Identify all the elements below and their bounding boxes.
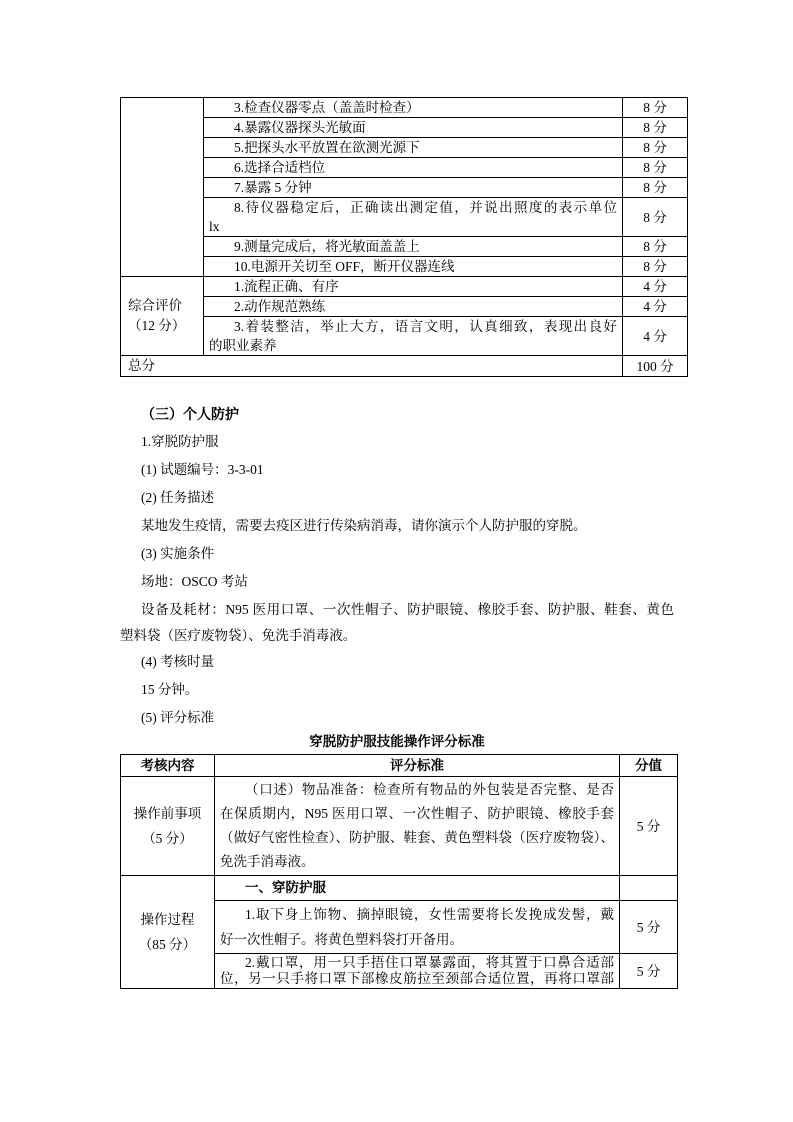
paragraph-line: (3) 实施条件 [141, 546, 215, 561]
score-cell: 8 分 [623, 237, 688, 257]
scoring-table-continued [120, 97, 688, 377]
criteria-cell [204, 317, 623, 356]
table-row [121, 297, 688, 317]
score-cell: 4 分 [623, 297, 688, 317]
criteria-text: 9.测量完成后，将光敏面盖盖上 [234, 239, 420, 254]
criteria-cell [204, 277, 623, 297]
section-heading: （三）个人防护 [141, 406, 239, 422]
empty-category-cell [121, 98, 204, 277]
criteria-text-continuation: 好一次性帽子。将黄色塑料袋打开备用。 [220, 932, 463, 947]
criteria-text-continuation: lx [209, 219, 220, 234]
table-row [121, 158, 688, 178]
criteria-text: 5.把探头水平放置在欲测光源下 [234, 140, 420, 155]
criteria-text-continuation: 位，另一只手将口罩下部橡皮筋拉至颈部合适位置，再将口罩部 [220, 971, 614, 986]
score-cell: 4 分 [623, 317, 688, 356]
paragraph-line: (4) 考核时量 [141, 654, 215, 669]
criteria-text: 7.暴露 5 分钟 [234, 180, 312, 195]
total-score-cell: 100 分 [623, 356, 688, 377]
criteria-cell [204, 178, 623, 198]
paragraph-line: (5) 评分标准 [141, 710, 215, 725]
score-cell: 4 分 [623, 277, 688, 297]
column-header: 考核内容 [121, 755, 215, 777]
table-row [121, 237, 688, 257]
criteria-cell [204, 198, 623, 237]
criteria-cell [204, 297, 623, 317]
criteria-cell [204, 98, 623, 118]
paragraph-line: 场地：OSCO 考站 [141, 574, 248, 589]
criteria-text: 6.选择合适档位 [234, 160, 326, 175]
score-cell: 5 分 [620, 777, 678, 876]
group-label-line: （12 分） [128, 318, 186, 333]
header-row [121, 755, 678, 777]
table-row [121, 317, 688, 356]
criteria-cell [204, 237, 623, 257]
personal-protection-section [120, 400, 674, 732]
criteria-text-continuation: 免洗手消毒液。 [220, 854, 315, 869]
table-row [121, 138, 688, 158]
table-row [121, 356, 688, 377]
group-label-line: （5 分） [142, 831, 193, 846]
total-label: 总分 [128, 358, 155, 373]
criteria-text: 3.着装整洁，举止大方，语言文明，认真细致，表现出良好 [234, 319, 617, 334]
table-row [121, 277, 688, 297]
paragraph-line: (2) 任务描述 [141, 490, 215, 505]
score-cell: 5 分 [620, 954, 678, 989]
criteria-cell [204, 138, 623, 158]
column-header: 分值 [620, 755, 678, 777]
criteria-text-continuation: 在保质期内，N95 医用口罩、一次性帽子、防护眼镜、橡胶手套 [220, 806, 614, 821]
group-label-line: 操作过程 [140, 912, 195, 927]
paragraph-line: 1.穿脱防护服 [141, 434, 219, 449]
criteria-cell [204, 118, 623, 138]
criteria-cell [215, 777, 620, 876]
page-content [120, 97, 674, 989]
criteria-text-continuation: （做好气密性检查）、防护服、鞋套、黄色塑料袋（医疗废物袋）、 [220, 830, 614, 845]
group-label-line: （85 分） [138, 937, 197, 952]
table-row [121, 98, 688, 118]
group-label-line: 操作前事项 [133, 806, 202, 821]
criteria-cell [204, 158, 623, 178]
criteria-text: 1.流程正确、有序 [234, 279, 339, 294]
subheader-cell [215, 876, 620, 901]
score-cell: 5 分 [620, 901, 678, 954]
pre-group-label-cell [121, 777, 215, 876]
table-row [121, 118, 688, 138]
summary-group-label-cell [121, 277, 204, 356]
score-cell: 8 分 [623, 118, 688, 138]
criteria-cell [204, 257, 623, 277]
paragraph-line: 15 分钟。 [141, 682, 199, 697]
criteria-cell [215, 901, 620, 954]
table-row [121, 198, 688, 237]
criteria-text: 3.检查仪器零点（盖盖时检查） [234, 100, 420, 115]
criteria-cell [215, 954, 620, 989]
table-row [121, 777, 678, 876]
criteria-text: 2.戴口罩，用一只手捂住口罩暴露面，将其置于口鼻合适部 [245, 955, 614, 970]
criteria-text: （口述）物品准备：检查所有物品的外包装是否完整、是否 [245, 782, 614, 797]
process-group-label-cell [121, 876, 215, 989]
score-cell: 8 分 [623, 257, 688, 277]
criteria-text: 8.待仪器稳定后，正确读出测定值，并说出照度的表示单位 [234, 200, 617, 215]
paragraph-line: 某地发生疫情，需要去疫区进行传染病消毒，请你演示个人防护服的穿脱。 [141, 518, 587, 533]
paragraph-line: 设备及耗材：N95 医用口罩、一次性帽子、防护眼镜、橡胶手套、防护服、鞋套、黄色 [141, 602, 674, 617]
criteria-text: 10.电源开关切至 OFF，断开仪器连线 [234, 259, 455, 274]
score-cell: 8 分 [623, 138, 688, 158]
criteria-text: 1.取下身上饰物、摘掉眼镜，女性需要将长发挽成发髻，戴 [245, 907, 614, 922]
group-label-line: 综合评价 [128, 298, 182, 313]
table-row [121, 876, 678, 901]
table-row [121, 178, 688, 198]
scoring-table-protective-clothing [120, 754, 678, 989]
paragraph-line-continuation: 塑料袋（医疗废物袋）、免洗手消毒液。 [120, 628, 357, 643]
score-cell-empty [620, 876, 678, 901]
score-cell: 8 分 [623, 158, 688, 178]
total-label-cell [121, 356, 623, 377]
table-title: 穿脱防护服技能操作评分标准 [309, 734, 485, 749]
criteria-text: 4.暴露仪器探头光敏面 [234, 120, 366, 135]
score-cell: 8 分 [623, 178, 688, 198]
score-cell: 8 分 [623, 198, 688, 237]
column-header: 评分标准 [215, 755, 620, 777]
score-cell: 8 分 [623, 98, 688, 118]
subheader-text: 一、穿防护服 [245, 880, 326, 895]
criteria-text: 2.动作规范熟练 [234, 299, 326, 314]
criteria-text-continuation: 的职业素养 [209, 338, 277, 353]
paragraph-line: (1) 试题编号：3-3-01 [141, 462, 264, 477]
table-row [121, 257, 688, 277]
